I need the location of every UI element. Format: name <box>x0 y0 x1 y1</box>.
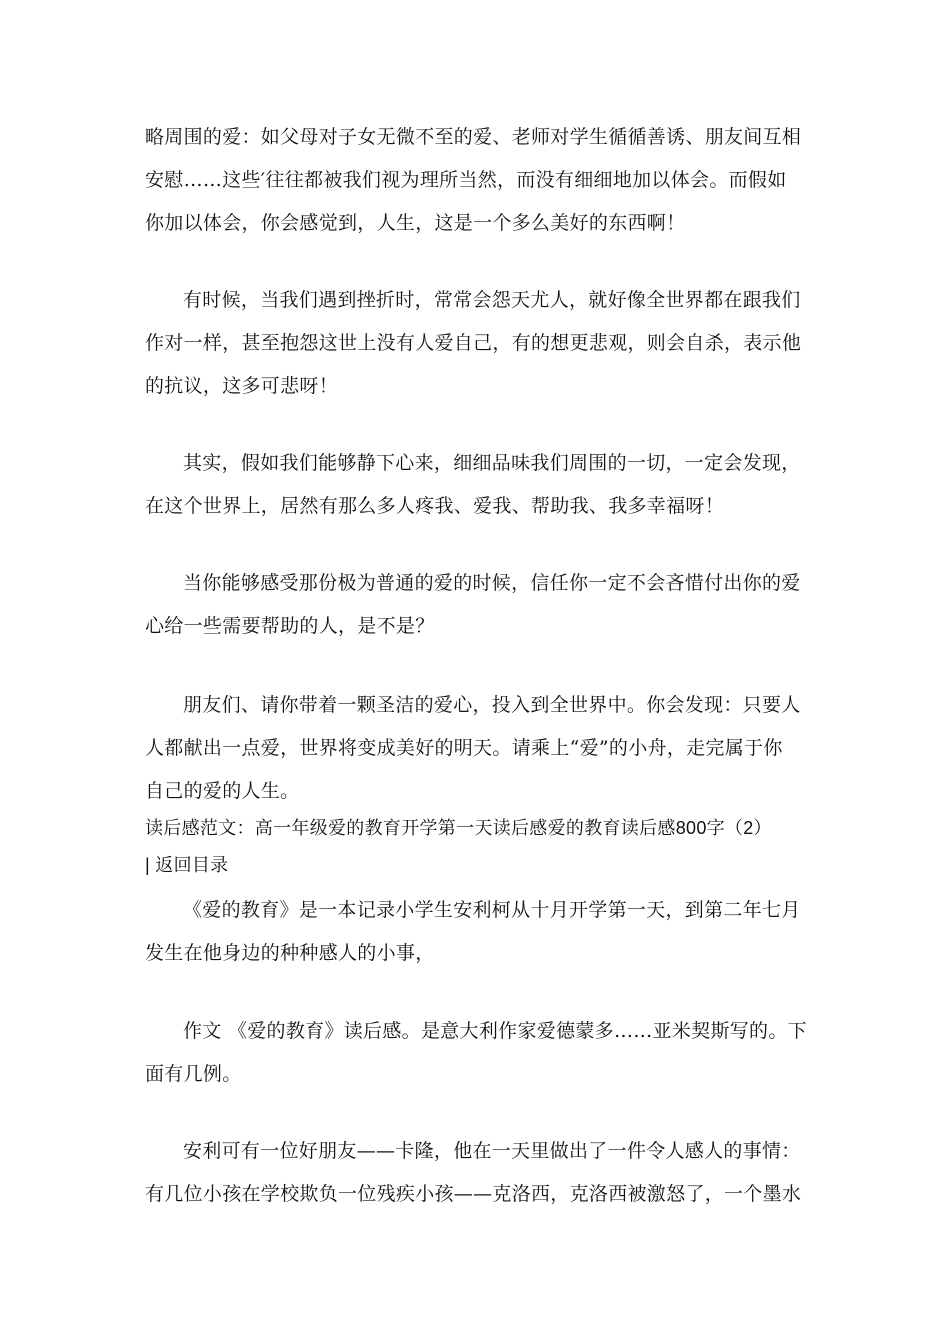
paragraph-line: 发生在他身边的种种感人的小事， <box>145 942 435 964</box>
paragraph-line: 有几位小孩在学校欺负一位残疾小孩——克洛西，克洛西被激怒了，一个墨水 <box>145 1183 802 1205</box>
paragraph-line: 心给一些需要帮助的人，是不是？ <box>145 615 435 637</box>
paragraph-line: 的抗议，这多可悲呀！ <box>145 375 339 397</box>
paragraph-line: 作文 《爱的教育》读后感。是意大利作家爱德蒙多……亚米契斯写的。下 <box>183 1020 807 1042</box>
paragraph-line: 当你能够感受那份极为普通的爱的时候，信任你一定不会吝惜付出你的爱 <box>183 572 801 594</box>
paragraph-line: 在这个世界上，居然有那么多人疼我、爱我、帮助我、我多幸福呀！ <box>145 495 725 517</box>
paragraph-line: 安利可有一位好朋友——卡隆，他在一天里做出了一件令人感人的事情： <box>183 1140 801 1162</box>
paragraph-line: 略周围的爱：如父母对子女无微不至的爱、老师对学生循循善诱、朋友间互相 <box>145 126 802 148</box>
return-to-toc-link[interactable]: | 返回目录 <box>145 855 229 875</box>
section-heading: 读后感范文：高一年级爱的教育开学第一天读后感爱的教育读后感800字（2） <box>145 818 772 838</box>
paragraph-line: 你加以体会，你会感觉到，人生，这是一个多么美好的东西啊！ <box>145 212 686 234</box>
paragraph-line: 人都献出一点爱，世界将变成美好的明天。请乘上“爱”的小舟，走完属于你 <box>145 737 783 759</box>
paragraph-line: 自己的爱的人生。 <box>145 780 300 802</box>
paragraph-line: 其实，假如我们能够静下心来，细细品味我们周围的一切，一定会发现， <box>183 452 801 474</box>
paragraph-line: 《爱的教育》是一本记录小学生安利柯从十月开学第一天，到第二年七月 <box>183 899 801 921</box>
paragraph-line: 面有几例。 <box>145 1063 242 1085</box>
paragraph-line: 有时候，当我们遇到挫折时，常常会怨天尤人，就好像全世界都在跟我们 <box>183 289 801 311</box>
paragraph-line: 作对一样，甚至抱怨这世上没有人爱自己，有的想更悲观，则会自杀，表示他 <box>145 332 802 354</box>
paragraph-line: 朋友们、请你带着一颗圣洁的爱心，投入到全世界中。你会发现：只要人 <box>183 694 801 716</box>
paragraph-line: 安慰……这些′往往都被我们视为理所当然，而没有细细地加以体会。而假如 <box>145 169 787 191</box>
